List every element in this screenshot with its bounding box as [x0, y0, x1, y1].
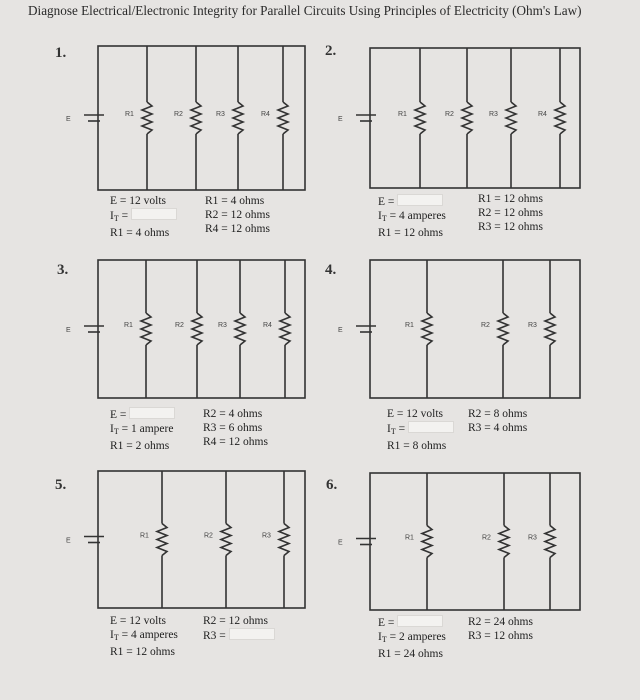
given-value: R1 = 2 ohms	[110, 440, 170, 452]
given-values	[203, 407, 268, 449]
source-label: E	[338, 116, 343, 123]
resistor-r2	[192, 313, 202, 345]
problem-number: 6.	[326, 477, 338, 493]
resistor-label: R2	[481, 322, 490, 329]
circuit-wire	[98, 46, 305, 190]
circuit-3	[66, 260, 305, 398]
given-value: E =	[110, 407, 175, 422]
given-value: E = 12 volts	[110, 195, 167, 207]
resistor-label: R4	[263, 322, 272, 329]
given-value: R1 = 8 ohms	[387, 440, 447, 452]
resistor-label: R3	[216, 111, 225, 118]
given-value: R3 = 12 ohms	[478, 221, 543, 233]
answer-blank[interactable]	[131, 208, 177, 220]
given-value: E =	[378, 194, 446, 209]
page-title: Diagnose Electrical/Electronic Integrity for Parallel Circuits Using Principles of Electricity (Ohm's Law)	[28, 3, 582, 18]
given-value: R3 = 12 ohms	[468, 630, 533, 642]
given-values	[110, 194, 177, 240]
resistor-label: R1	[398, 111, 407, 118]
given-value: E =	[378, 615, 446, 630]
circuit-wire	[370, 48, 580, 188]
given-value: R2 = 12 ohms	[205, 209, 270, 221]
answer-blank[interactable]	[229, 628, 275, 640]
given-value: R2 = 24 ohms	[468, 616, 533, 628]
source-label: E	[66, 327, 71, 334]
resistor-r1	[141, 313, 151, 345]
given-value: R4 = 12 ohms	[205, 223, 270, 235]
given-value: R1 = 24 ohms	[378, 648, 443, 660]
resistor-r3	[235, 313, 245, 345]
resistor-r1	[157, 524, 167, 556]
resistor-r4	[280, 313, 290, 345]
given-value: R2 = 12 ohms	[478, 207, 543, 219]
source-label: E	[338, 539, 343, 547]
given-values	[110, 407, 175, 453]
circuit-wire	[370, 260, 580, 398]
given-values	[205, 194, 270, 236]
given-values	[203, 614, 275, 643]
given-value: $I_T = 4$ amperes	[378, 210, 446, 223]
resistor-label: R3	[262, 532, 271, 540]
resistor-r2	[221, 524, 231, 556]
resistor-label: R2	[175, 322, 184, 329]
given-value: $I_T = 2$ amperes	[378, 631, 446, 644]
given-values	[468, 615, 533, 643]
source-label: E	[66, 537, 71, 545]
given-values	[378, 615, 446, 661]
resistor-label: R1	[140, 532, 149, 540]
resistor-r1	[142, 102, 152, 134]
resistor-r3	[545, 313, 555, 345]
answer-blank[interactable]	[397, 615, 443, 627]
given-value: $I_T$ =	[110, 208, 177, 226]
given-value: R3 =	[203, 628, 275, 643]
resistor-label: R1	[125, 111, 134, 118]
problem-number: 4.	[325, 262, 337, 278]
resistor-r1	[422, 526, 432, 558]
resistor-r3	[279, 524, 289, 556]
resistor-label: R2	[204, 532, 213, 540]
given-value: R1 = 4 ohms	[205, 195, 265, 207]
circuit-wire	[370, 473, 580, 610]
circuit-2	[338, 48, 580, 188]
given-value: R1 = 12 ohms	[378, 227, 443, 239]
source-label: E	[66, 116, 71, 123]
given-value: E = 12 volts	[110, 615, 167, 627]
problem-number: 2.	[325, 43, 337, 59]
resistor-r2	[191, 102, 201, 134]
given-value: R3 = 4 ohms	[468, 422, 528, 434]
resistor-label: R2	[174, 111, 183, 118]
given-values	[478, 192, 543, 234]
resistor-r3	[506, 102, 516, 134]
circuit-5	[66, 471, 305, 608]
resistor-r3	[545, 526, 555, 558]
resistor-label: R2	[445, 111, 454, 118]
given-values	[378, 194, 446, 240]
given-value: R2 = 4 ohms	[203, 408, 263, 420]
given-value: $I_T = 1$ ampere	[110, 423, 174, 436]
resistor-label: R4	[261, 111, 270, 118]
problem-number: 3.	[57, 262, 69, 278]
given-value: R1 = 4 ohms	[110, 227, 170, 239]
resistor-r3	[233, 102, 243, 134]
answer-blank[interactable]	[397, 194, 443, 206]
given-values	[387, 407, 454, 453]
circuit-wire	[98, 471, 305, 608]
resistor-r2	[462, 102, 472, 134]
circuit-1	[66, 46, 305, 190]
source-label: E	[338, 327, 343, 334]
given-value: R1 = 12 ohms	[478, 193, 543, 205]
given-value: $I_T$ =	[387, 421, 454, 439]
resistor-label: R1	[405, 322, 414, 329]
resistor-label: R3	[218, 322, 227, 329]
resistor-r1	[422, 313, 432, 345]
given-value: R2 = 8 ohms	[468, 408, 528, 420]
resistor-label: R2	[482, 534, 491, 542]
resistor-r1	[415, 102, 425, 134]
answer-blank[interactable]	[408, 421, 454, 433]
resistor-label: R1	[124, 322, 133, 329]
given-value: E = 12 volts	[387, 408, 444, 420]
circuit-6	[338, 473, 580, 610]
given-values	[468, 407, 527, 435]
resistor-label: R3	[528, 534, 537, 542]
given-values	[110, 614, 178, 659]
resistor-r2	[499, 526, 509, 558]
resistor-label: R3	[528, 322, 537, 329]
given-value: R2 = 12 ohms	[203, 615, 268, 627]
problem-number: 5.	[55, 477, 67, 493]
given-value: $I_T = 4$ amperes	[110, 629, 178, 642]
given-value: R4 = 12 ohms	[203, 436, 268, 448]
resistor-label: R4	[538, 111, 547, 118]
resistor-label: R3	[489, 111, 498, 118]
resistor-r4	[278, 102, 288, 134]
resistor-r2	[498, 313, 508, 345]
circuit-4	[338, 260, 580, 398]
problem-number: 1.	[55, 45, 67, 61]
circuit-wire	[98, 260, 305, 398]
given-value: R1 = 12 ohms	[110, 646, 175, 658]
given-value: R3 = 6 ohms	[203, 422, 263, 434]
answer-blank[interactable]	[129, 407, 175, 419]
resistor-r4	[555, 102, 565, 134]
resistor-label: R1	[405, 534, 414, 542]
